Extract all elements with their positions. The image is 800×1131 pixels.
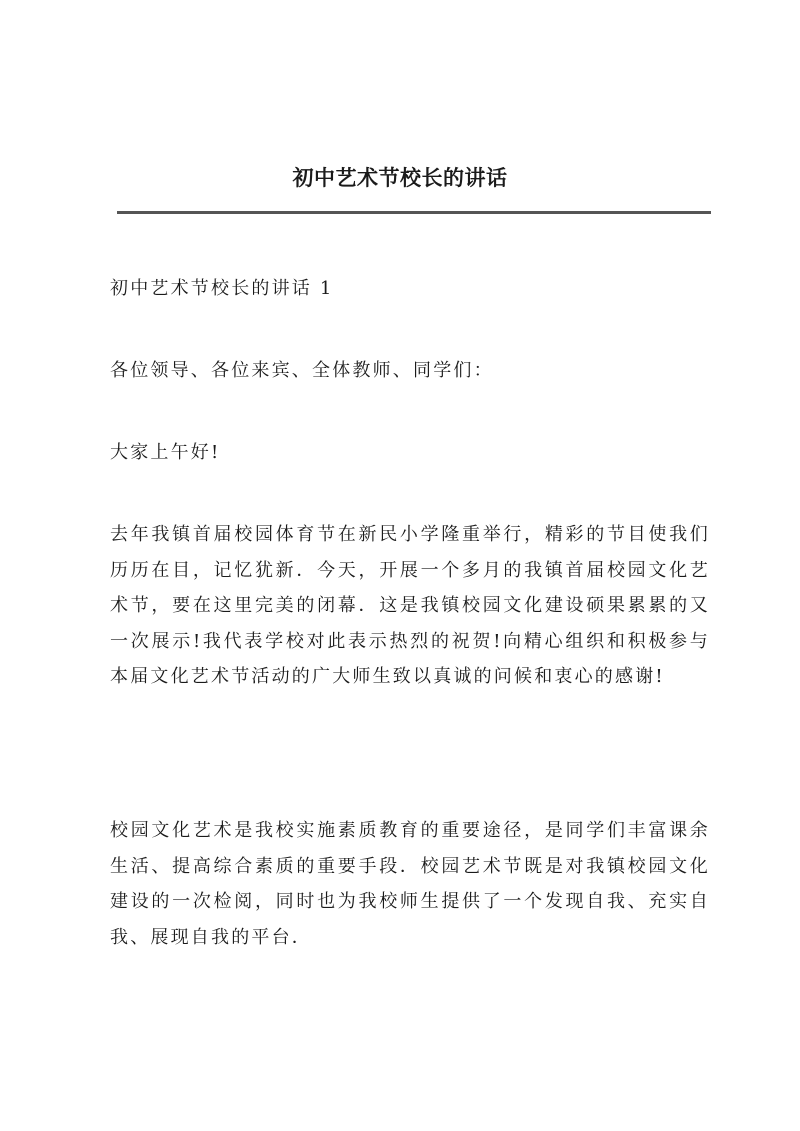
body-paragraph: 校园文化艺术是我校实施素质教育的重要途径，是同学们丰富课余生活、提高综合素质的重要手段．校园艺术节既是对我镇校园文化建设的一次检阅，同时也为我校师生提供了一个发现自我、充实自我、展现自我的平台．	[110, 820, 710, 948]
body-paragraph: 去年我镇首届校园体育节在新民小学隆重举行，精彩的节目使我们历历在目，记忆犹新．今天，开展一个多月的我镇首届校园文化艺术节，要在这里完美的闭幕．这是我镇校园文化建设硕果累累的又一次展示!我代表学校对此表示热烈的祝贺!向精心组织和积极参与本届文化艺术节活动的广大师生致以真诚的问候和衷心的感谢!	[110, 524, 710, 687]
greeting-paragraph: 各位领导、各位来宾、全体教师、同学们：	[110, 360, 494, 381]
salutation-paragraph: 大家上午好!	[110, 442, 221, 463]
page-title: 初中艺术节校长的讲话	[292, 165, 508, 190]
section-heading: 初中艺术节校长的讲话 1	[110, 278, 334, 299]
title-divider	[117, 211, 711, 214]
